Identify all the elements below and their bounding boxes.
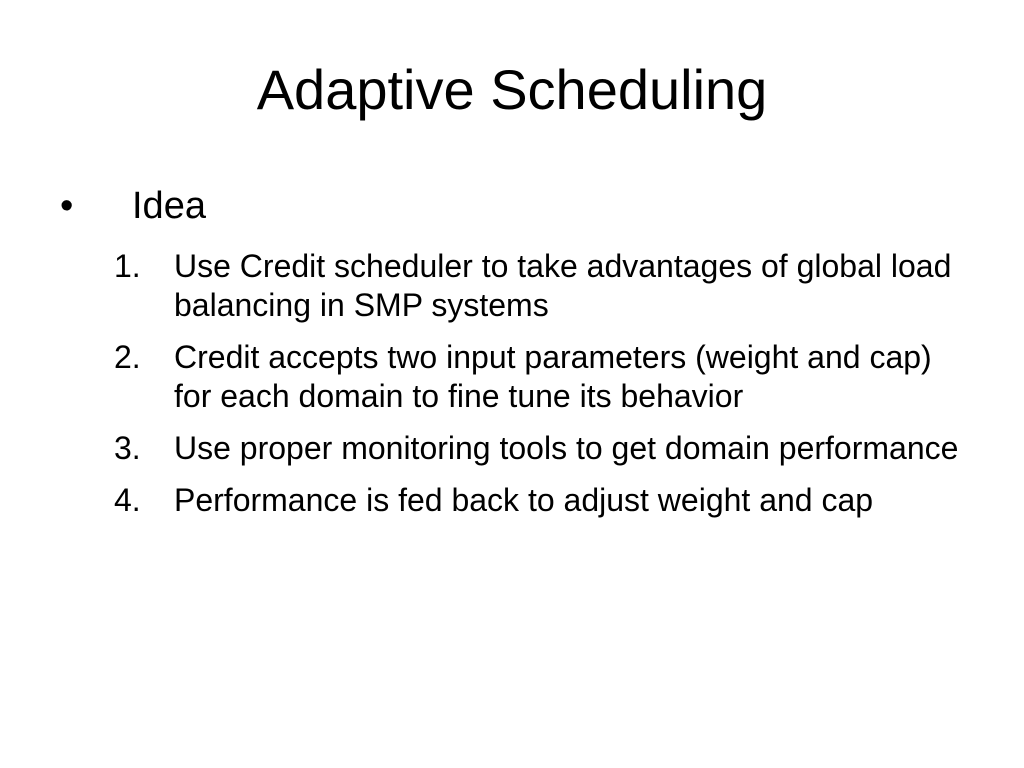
bullet-dot-icon: • — [60, 185, 74, 227]
list-item-number: 2. — [114, 339, 141, 375]
list-item-text: Use Credit scheduler to take advantages of global load balancing in SMP systems — [174, 248, 952, 323]
list-item-text: Use proper monitoring tools to get domain performance — [174, 430, 959, 466]
list-item — [114, 338, 964, 416]
list-item-number: 4. — [114, 482, 141, 518]
bullet-idea — [60, 187, 206, 225]
list-item-number: 3. — [114, 430, 141, 466]
list-item — [114, 481, 964, 520]
list-item — [114, 247, 964, 325]
list-item-text: Credit accepts two input parameters (weight and cap) for each domain to fine tune its behavior — [174, 339, 932, 414]
bullet-label: Idea — [132, 185, 206, 227]
list-item-text: Performance is fed back to adjust weight and cap — [174, 482, 874, 518]
list-item — [114, 429, 964, 468]
slide-title: Adaptive Scheduling — [256, 58, 768, 121]
list-item-number: 1. — [114, 248, 141, 284]
numbered-list — [114, 247, 964, 533]
